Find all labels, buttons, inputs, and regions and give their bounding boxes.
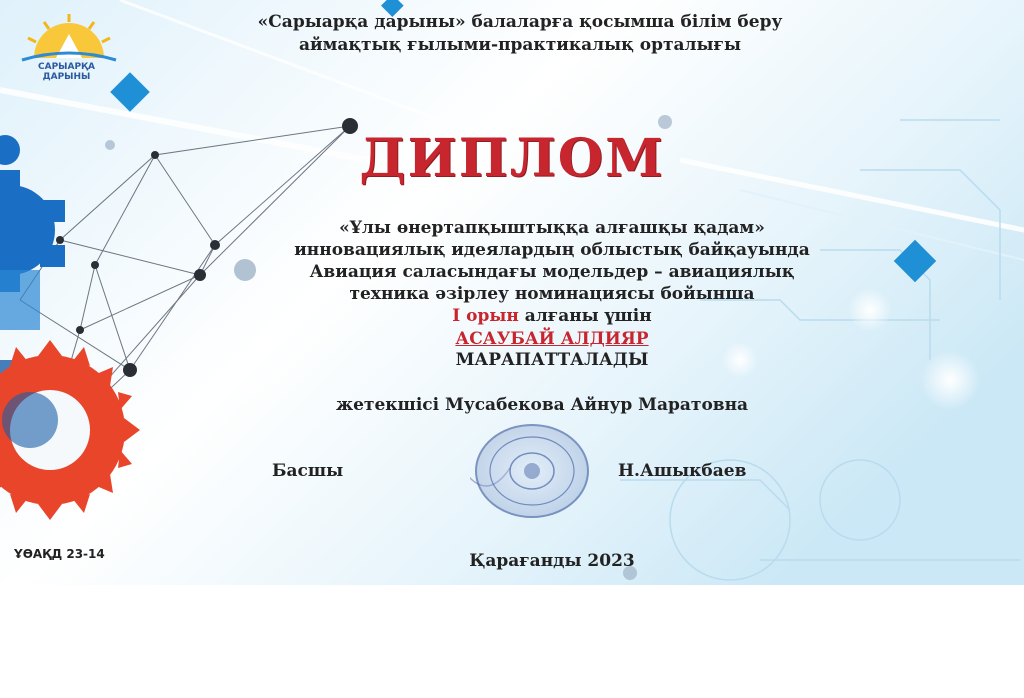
head-name: Н.Ашыкбаев <box>618 461 747 481</box>
logo-text: САРЫАРҚА ДАРЫНЫ <box>38 62 95 82</box>
place-line <box>40 306 1024 326</box>
place: I орын <box>452 306 519 326</box>
diploma-title: ДИПЛОМ <box>359 128 665 189</box>
official-stamp <box>470 423 592 519</box>
city-year: Қарағанды 2023 <box>469 551 635 571</box>
winner-name: АСАУБАЙ АЛДИЯР <box>455 329 649 349</box>
supervisor: жетекшісі Мусабекова Айнур Маратовна <box>335 395 749 415</box>
contest-name: «Ұлы өнертапқыштыққа алғашқы қадам» <box>339 218 765 238</box>
nomination-line-2: техника әзірлеу номинациясы бойынша <box>349 284 755 304</box>
awarded-text: МАРАПАТТАЛАДЫ <box>455 350 649 370</box>
document-code: ҰӨАҚД 23-14 <box>14 547 105 561</box>
organization-line-1: «Сарыарқа дарыны» балаларға қосымша білім беру <box>257 12 783 32</box>
place-suffix: алғаны үшін <box>518 306 652 326</box>
nomination-line-1: Авиация саласындағы модельдер – авиациялық <box>309 262 795 282</box>
head-label: Басшы <box>272 461 344 481</box>
organization-line-2: аймақтық ғылыми-практикалық орталығы <box>298 35 742 55</box>
contest-description: инновациялық идеялардың облыстық байқауында <box>294 240 810 260</box>
